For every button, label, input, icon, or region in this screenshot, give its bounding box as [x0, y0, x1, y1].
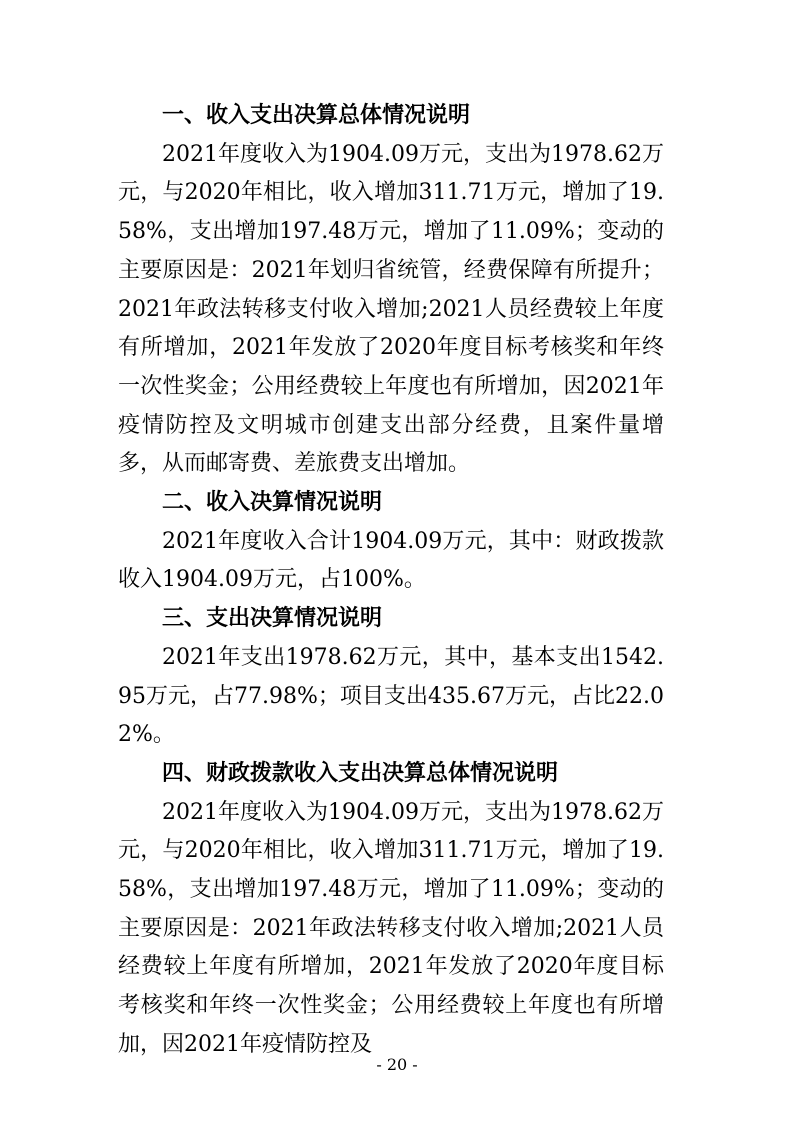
- section-paragraph-fiscal-allocation-overview: 2021年度收入为1904.09万元，支出为1978.62万元，与2020年相比，收入增加311.71万元，增加了19.58%，支出增加197.48万元，增加了11.09%；变动的主要原因是：2021年政法转移支付收入增加;2021人员经费较上年度有所增加，2021年发放了2020年度目标考核奖和年终一次性奖金；公用经费较上年度也有所增加，因2021年疫情防控及: [118, 799, 664, 1057]
- page-footer: [0, 1054, 794, 1076]
- section-heading-overall-income-expense: 一、收入支出决算总体情况说明: [162, 103, 471, 128]
- section-income-accounts: [118, 484, 664, 600]
- section-overall-income-expense: [118, 97, 664, 484]
- page-number: - 20 -: [376, 1055, 418, 1074]
- section-paragraph-expense-accounts: 2021年支出1978.62万元，其中，基本支出1542.95万元，占77.98%；项目支出435.67万元，占比22.02%。: [118, 644, 664, 748]
- section-expense-accounts: [118, 600, 664, 755]
- section-heading-fiscal-allocation-overview: 四、财政拨款收入支出决算总体情况说明: [162, 760, 559, 786]
- section-fiscal-allocation-overview: [118, 755, 664, 1065]
- section-heading-income-accounts: 二、收入决算情况说明: [162, 490, 383, 516]
- document-body: [118, 97, 664, 1065]
- section-paragraph-income-accounts: 2021年度收入合计1904.09万元，其中：财政拨款收入1904.09万元，占100%。: [118, 528, 664, 593]
- section-heading-expense-accounts: 三、支出决算情况说明: [162, 606, 383, 632]
- section-paragraph-overall-income-expense: 2021年度收入为1904.09万元，支出为1978.62万元，与2020年相比，收入增加311.71万元，增加了19.58%，支出增加197.48万元，增加了11.09%；变动的主要原因是：2021年划归省统管，经费保障有所提升；2021年政法转移支付收入增加;2021人员经费较上年度有所增加，2021年发放了2020年度目标考核奖和年终一次性奖金；公用经费较上年度也有所增加，因2021年疫情防控及文明城市创建支出部分经费，且案件量增多，从而邮寄费、差旅费支出增加。: [118, 141, 664, 477]
